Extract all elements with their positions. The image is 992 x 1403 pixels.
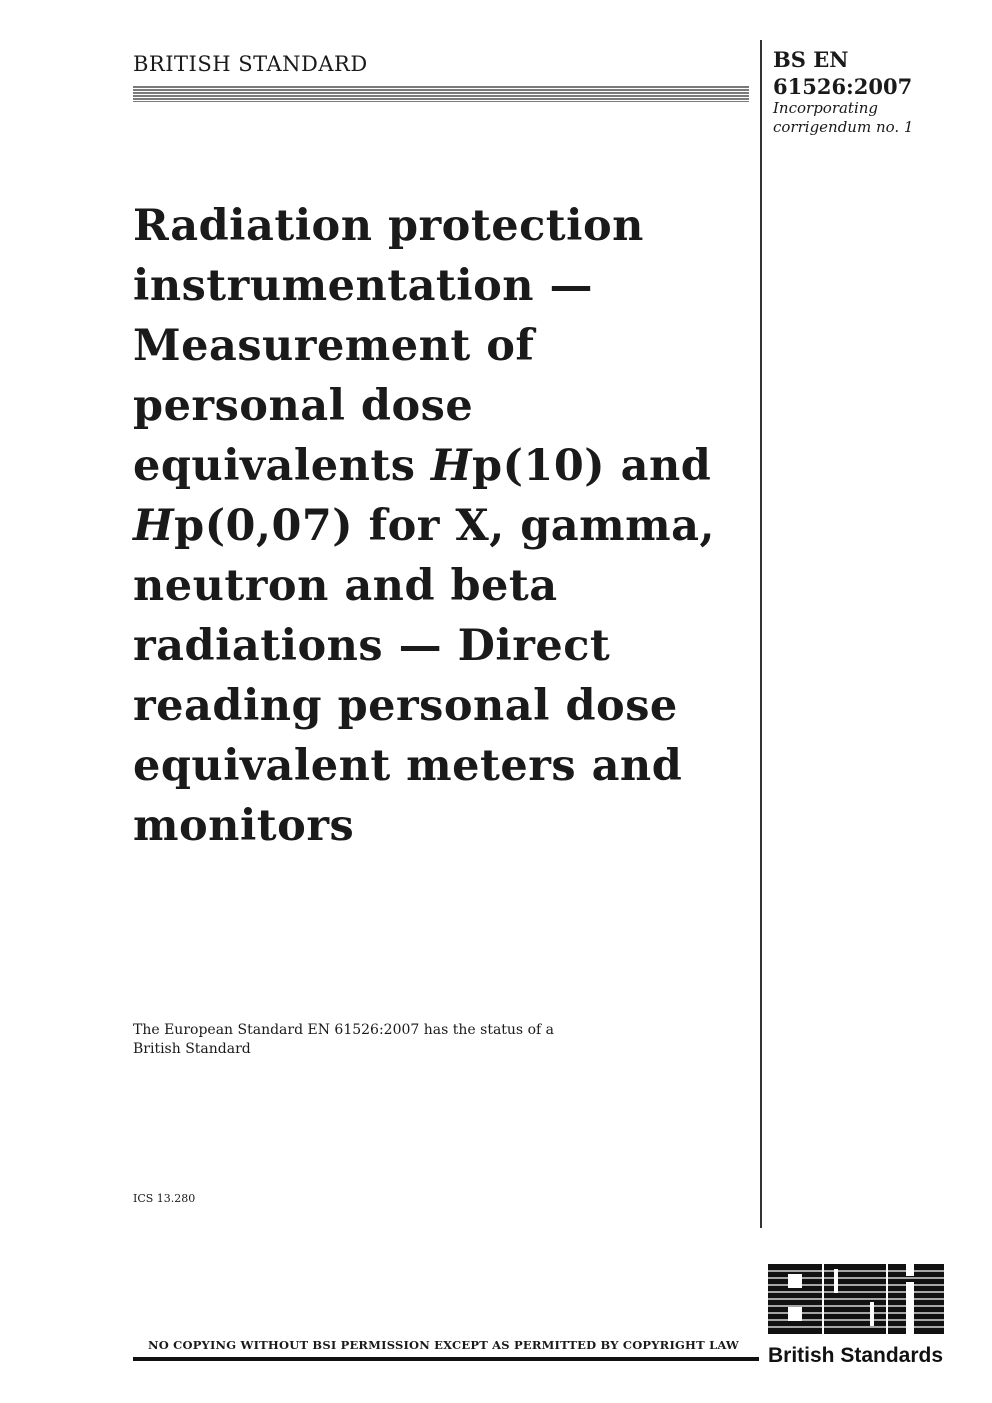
title-line: radiations — Direct bbox=[133, 621, 611, 671]
title-line bbox=[133, 496, 753, 556]
footer-rule bbox=[133, 1357, 759, 1361]
copyright-notice: NO COPYING WITHOUT BSI PERMISSION EXCEPT AS PERMITTED BY COPYRIGHT LAW bbox=[148, 1338, 740, 1352]
vertical-divider bbox=[760, 40, 762, 1228]
title-line: reading personal dose bbox=[133, 681, 678, 731]
title-fragment: equivalents bbox=[133, 441, 431, 491]
title-line: equivalent meters and bbox=[133, 741, 683, 791]
standard-number-code: 61526:2007 bbox=[773, 74, 913, 99]
document-title bbox=[133, 196, 753, 856]
document-type-label: BRITISH STANDARD bbox=[133, 52, 368, 76]
title-line: Measurement of bbox=[133, 321, 535, 371]
corrigendum-line-1: Incorporating bbox=[773, 99, 879, 117]
bsi-logo bbox=[766, 1262, 946, 1370]
title-fragment: p(0,07) for X, gamma, bbox=[174, 501, 715, 551]
corrigendum-note bbox=[773, 99, 913, 137]
corrigendum-line-2: corrigendum no. 1 bbox=[773, 118, 914, 136]
title-line: Radiation protection bbox=[133, 201, 644, 251]
title-fragment: p(10) and bbox=[472, 441, 712, 491]
bsi-wordmark bbox=[768, 1264, 944, 1334]
title-italic-symbol: H bbox=[133, 501, 175, 551]
header-rule-band bbox=[133, 86, 749, 102]
title-italic-symbol: H bbox=[430, 441, 473, 491]
standard-number bbox=[773, 46, 912, 100]
title-line: personal dose bbox=[133, 381, 474, 431]
title-line: monitors bbox=[133, 801, 355, 851]
status-statement bbox=[133, 1021, 554, 1059]
standard-number-prefix: BS EN bbox=[773, 47, 849, 72]
status-line-2: British Standard bbox=[133, 1041, 251, 1057]
title-line: instrumentation — bbox=[133, 261, 594, 311]
title-line bbox=[133, 436, 753, 496]
ics-code: ICS 13.280 bbox=[133, 1192, 196, 1205]
bsi-tagline: British Standards bbox=[768, 1344, 944, 1367]
title-line: neutron and beta bbox=[133, 561, 558, 611]
status-line-1: The European Standard EN 61526:2007 has the status of a bbox=[133, 1022, 554, 1038]
